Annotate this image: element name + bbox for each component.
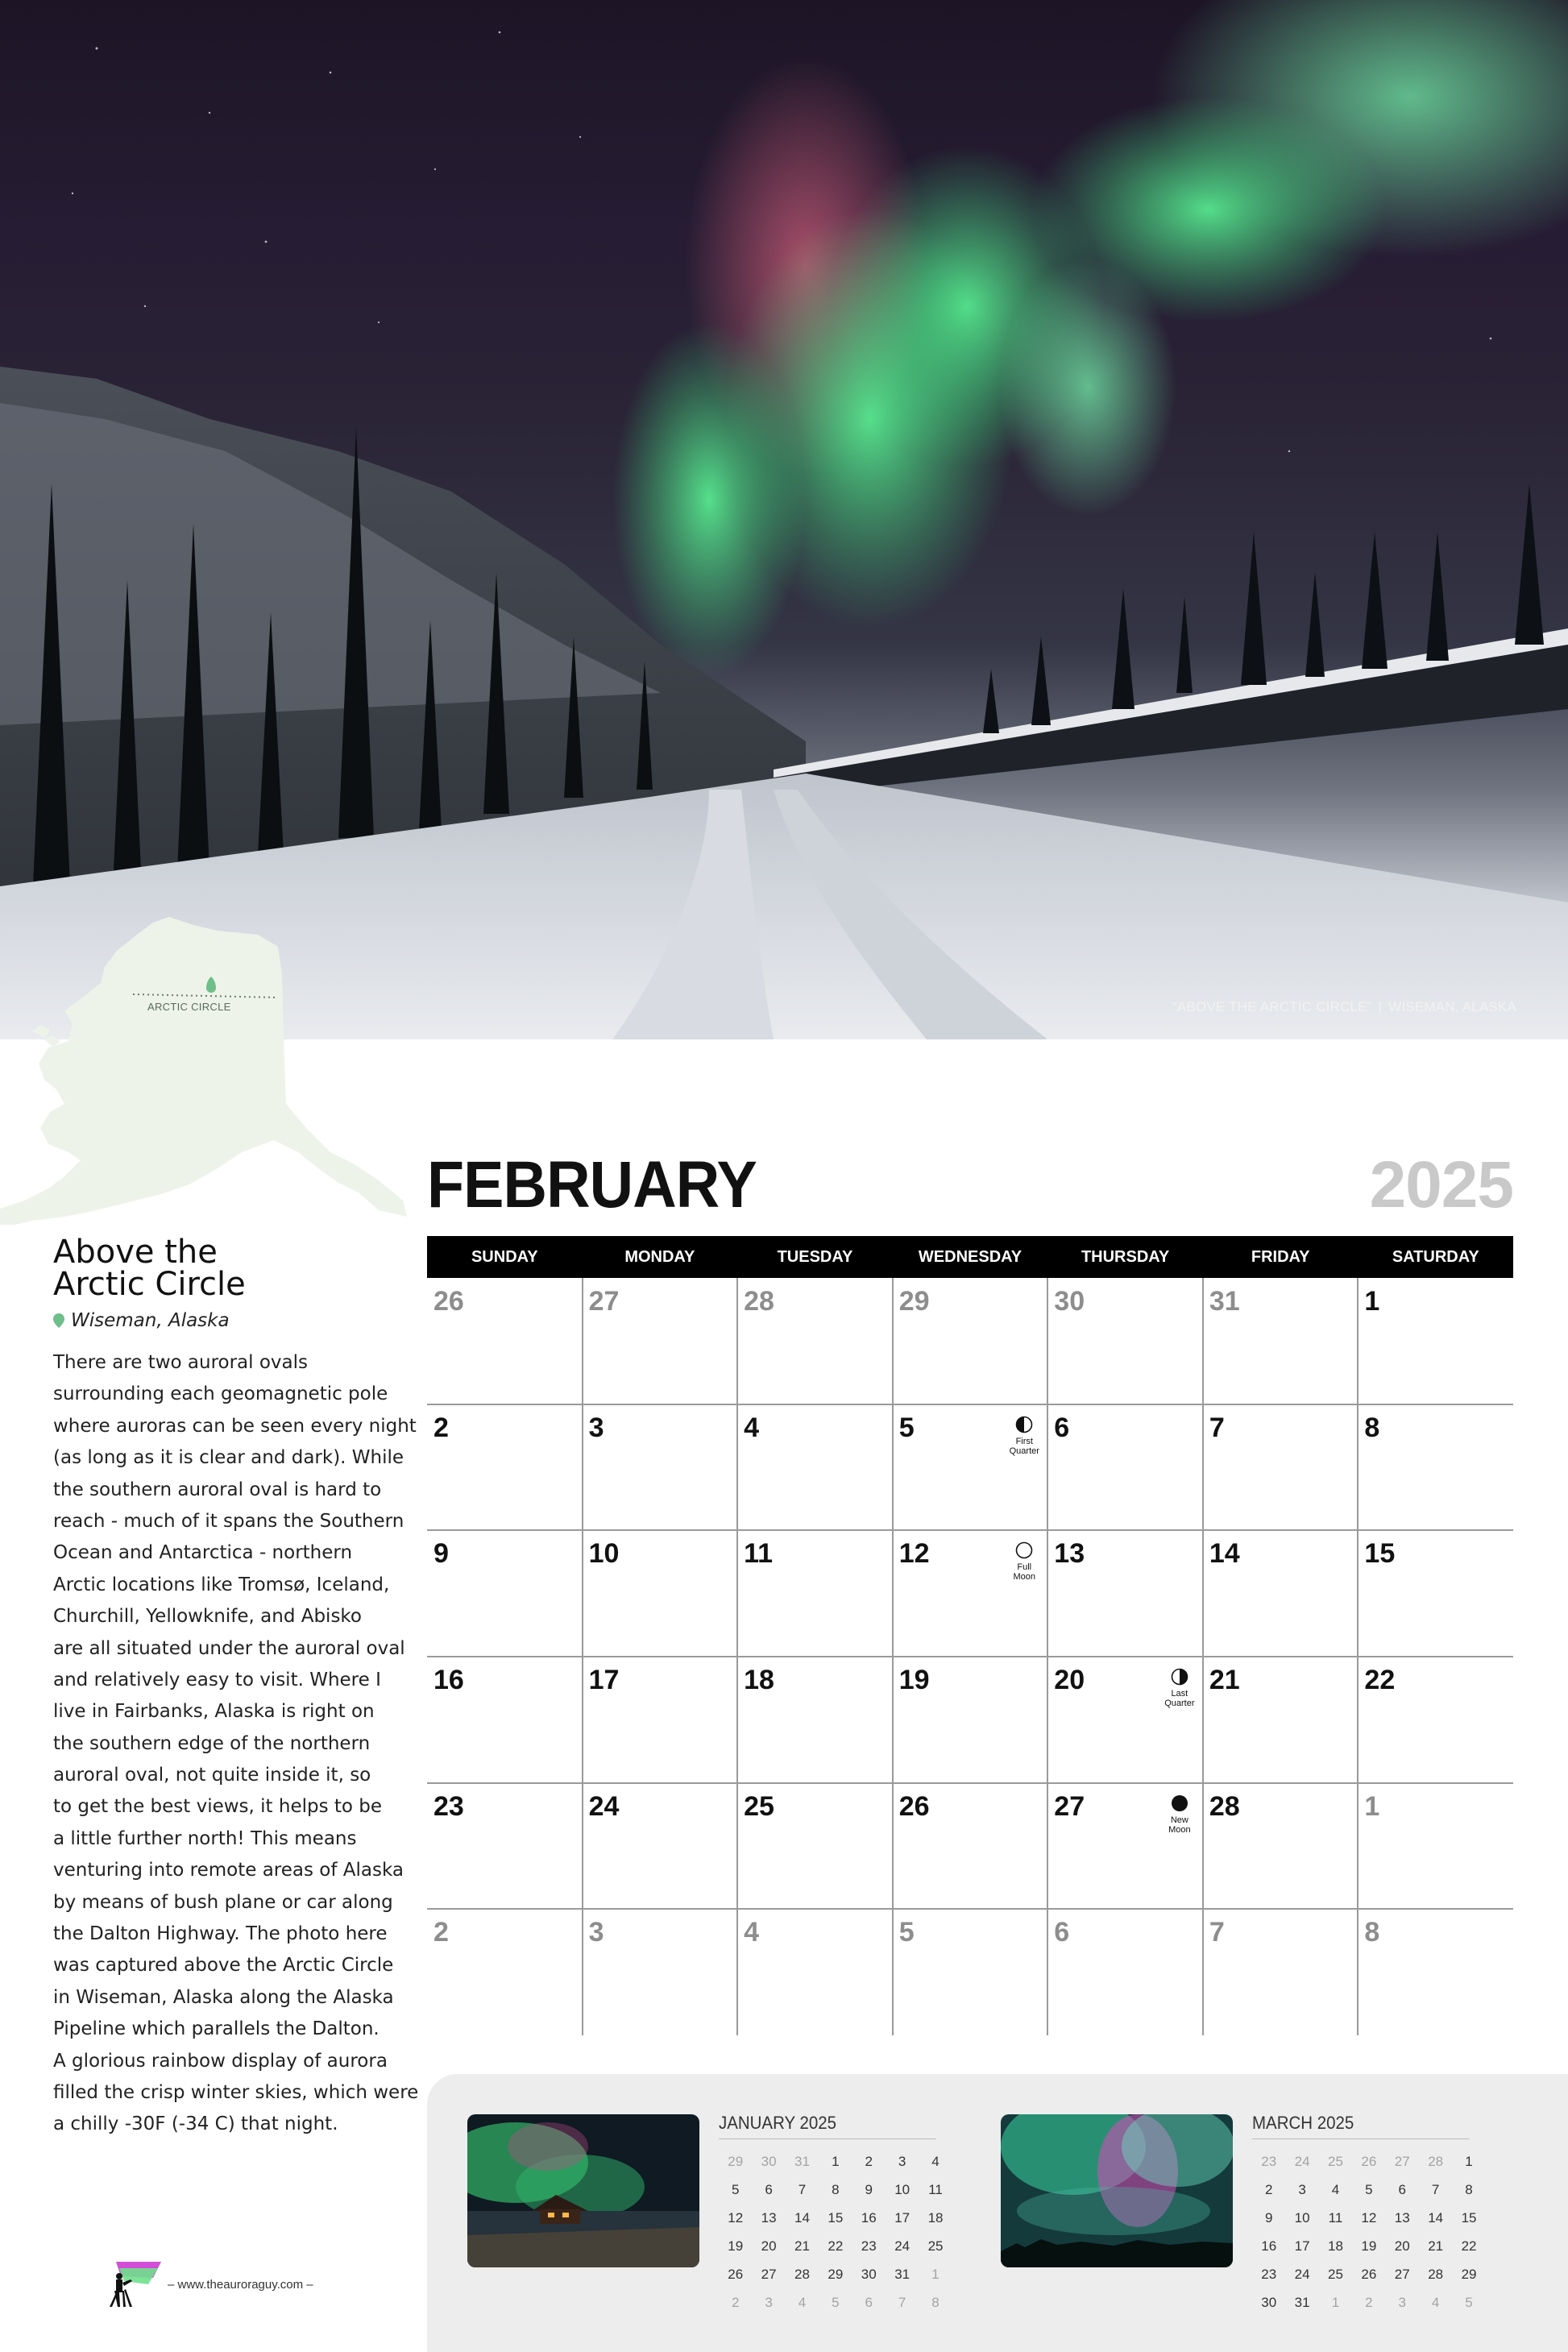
story-body-line: reach - much of it spans the Southern: [53, 1510, 404, 1532]
day-cell[interactable]: [737, 1783, 893, 1910]
mini-day: 10: [894, 2182, 911, 2197]
mini-day: 26: [1361, 2267, 1377, 2282]
day-number: 2: [433, 1917, 449, 1948]
grid-row-divider: [427, 1529, 1513, 1531]
mini-day: 10: [1294, 2210, 1310, 2225]
mini-day: 9: [865, 2182, 873, 2197]
mini-day: 13: [761, 2210, 777, 2225]
day-number: 1: [1364, 1286, 1380, 1317]
story-title-line: Above the: [53, 1234, 218, 1271]
mini-day-outside-month: 31: [794, 2154, 810, 2169]
day-number: 27: [1054, 1790, 1085, 1822]
story-body-line: live in Fairbanks, Alaska is right on: [53, 1701, 375, 1723]
day-number: 6: [1054, 1412, 1070, 1443]
mini-calendar-title: JANUARY 2025: [719, 2113, 936, 2139]
mini-day: 8: [832, 2182, 840, 2197]
story-location: [53, 1310, 230, 1331]
moon-new-icon: [1171, 1794, 1188, 1812]
story-body-line: the southern edge of the northern: [53, 1732, 371, 1754]
aurora-purple-image: [1001, 2114, 1233, 2267]
mini-day: 9: [1264, 2210, 1273, 2225]
day-cell[interactable]: [427, 1404, 583, 1531]
day-number: 12: [898, 1538, 930, 1570]
day-cell[interactable]: [1047, 1530, 1203, 1657]
day-cell[interactable]: [893, 1657, 1048, 1783]
day-number: 2: [433, 1412, 449, 1443]
mini-day: 28: [794, 2267, 810, 2282]
mini-day: 30: [861, 2267, 877, 2282]
day-cell[interactable]: [893, 1783, 1048, 1910]
day-number: 15: [1364, 1538, 1396, 1570]
day-number: 17: [588, 1665, 620, 1695]
mini-day-outside-month: 5: [1465, 2295, 1473, 2310]
mini-day-outside-month: 3: [765, 2295, 773, 2310]
day-number: 16: [433, 1665, 464, 1695]
mini-day: 8: [1465, 2182, 1473, 2197]
grid-row-divider: [427, 1404, 1513, 1405]
mini-day: 25: [1328, 2267, 1343, 2282]
day-cell-outside-month[interactable]: [427, 1909, 583, 2035]
mini-calendar-january: [719, 2113, 952, 2317]
weekday-label: MONDAY: [624, 1248, 695, 1266]
mini-day: 29: [828, 2267, 844, 2282]
mini-day: 31: [894, 2267, 911, 2282]
day-number: 26: [898, 1790, 930, 1822]
mini-day: 4: [1331, 2182, 1340, 2197]
day-cell[interactable]: [1203, 1404, 1359, 1531]
mini-day-outside-month: 5: [832, 2295, 840, 2310]
day-cell[interactable]: [893, 1404, 1048, 1531]
story-body-line: a chilly -30F (-34 C) that night.: [53, 2113, 338, 2135]
day-cell-outside-month[interactable]: [1358, 1783, 1513, 1910]
story-body-line: and relatively easy to visit. Where I: [53, 1669, 381, 1690]
day-number: 18: [744, 1665, 774, 1695]
story-body-line: (as long as it is clear and dark). While: [53, 1447, 404, 1469]
moon-phase-label: Moon: [1168, 1824, 1191, 1835]
story-body-line: where auroras can be seen every night: [53, 1415, 417, 1437]
mini-day: 5: [731, 2182, 740, 2197]
day-cell[interactable]: [427, 1783, 583, 1910]
day-cell[interactable]: [1047, 1404, 1203, 1531]
weekday-label: WEDNESDAY: [918, 1248, 1023, 1266]
weekday-header-bar: [427, 1236, 1513, 1278]
mini-day: 22: [1461, 2238, 1477, 2254]
moon-phase-label: First: [1015, 1436, 1033, 1446]
day-cell[interactable]: [427, 1657, 583, 1783]
story-body-line: the Dalton Highway. The photo here: [53, 1923, 388, 1945]
alaska-land-shape: [0, 917, 407, 1225]
hero-photo: [0, 0, 1568, 1039]
mini-day: 30: [1261, 2295, 1277, 2310]
day-number: 22: [1364, 1665, 1396, 1695]
story-body-line: the southern auroral oval is hard to: [53, 1479, 382, 1500]
mini-day: 24: [1294, 2267, 1310, 2282]
moon-phase-first: [1007, 1416, 1041, 1456]
mini-day: 1: [832, 2154, 840, 2169]
day-cell[interactable]: [583, 1657, 738, 1783]
day-cell-outside-month[interactable]: [737, 1909, 893, 2035]
mini-day: 19: [1361, 2238, 1377, 2254]
day-cell[interactable]: [583, 1404, 738, 1531]
mini-day-outside-month: 7: [898, 2295, 906, 2310]
day-cell-outside-month[interactable]: [427, 1278, 583, 1404]
mini-day: 23: [1261, 2267, 1277, 2282]
story-body-line: A glorious rainbow display of aurora: [53, 2050, 388, 2072]
march-thumbnail: [1001, 2114, 1233, 2267]
story-body-line: a little further north! This means: [53, 1827, 357, 1849]
day-number: 4: [744, 1917, 760, 1948]
mini-day-outside-month: 27: [1394, 2154, 1410, 2169]
mini-day: 18: [1328, 2238, 1343, 2254]
day-number: 9: [433, 1538, 449, 1570]
mini-day: 14: [1428, 2210, 1444, 2225]
day-cell[interactable]: [1358, 1657, 1513, 1783]
moon-last-icon: [1171, 1668, 1188, 1686]
mini-day-outside-month: 26: [1361, 2154, 1377, 2169]
mini-day: 21: [794, 2238, 810, 2254]
day-cell[interactable]: [893, 1530, 1048, 1657]
day-number: 3: [588, 1917, 604, 1948]
mini-day-outside-month: 1: [1331, 2295, 1340, 2310]
aurora-cabin-image: [467, 2114, 699, 2267]
day-cell[interactable]: [1358, 1404, 1513, 1531]
mini-day: 22: [828, 2238, 844, 2254]
mini-day: 1: [1465, 2154, 1473, 2169]
mini-day: 20: [1394, 2238, 1410, 2254]
mini-day: 27: [1394, 2267, 1410, 2282]
mini-day: 4: [931, 2154, 940, 2169]
day-cell-outside-month[interactable]: [1358, 1909, 1513, 2035]
day-number: 19: [898, 1665, 930, 1695]
day-number: 10: [588, 1538, 620, 1570]
day-cell-outside-month[interactable]: [893, 1278, 1048, 1404]
story-body: [53, 1347, 419, 2141]
story-body-line: surrounding each geomagnetic pole: [53, 1383, 388, 1405]
mini-day: 16: [1261, 2238, 1277, 2254]
day-number: 7: [1209, 1412, 1225, 1443]
month-title: FEBRUARY: [427, 1148, 757, 1222]
moon-full-icon: [1015, 1541, 1033, 1559]
mini-day: 17: [894, 2210, 911, 2225]
day-number: 8: [1364, 1917, 1380, 1948]
month-grid: [427, 1278, 1513, 2035]
story-body-line: by means of bush plane or car along: [53, 1891, 393, 1913]
day-number: 20: [1054, 1665, 1085, 1695]
day-number: 1: [1364, 1790, 1380, 1822]
mini-day: 16: [861, 2210, 877, 2225]
mini-day-outside-month: 4: [798, 2295, 807, 2310]
story-body-line: There are two auroral ovals: [53, 1352, 309, 1373]
day-number: 8: [1364, 1412, 1380, 1443]
mini-day: 11: [928, 2182, 943, 2197]
mini-day: 21: [1428, 2238, 1444, 2254]
day-number: 13: [1054, 1538, 1085, 1570]
day-number: 5: [898, 1412, 915, 1443]
moon-phase-label: Moon: [1013, 1572, 1036, 1583]
mini-day-outside-month: 2: [1365, 2295, 1373, 2310]
story-body-line: auroral oval, not quite inside it, so: [53, 1765, 371, 1786]
mini-day: 24: [894, 2238, 911, 2254]
day-number: 7: [1209, 1917, 1225, 1948]
story-body-line: Pipeline which parallels the Dalton.: [53, 2018, 380, 2040]
weekday-label: THURSDAY: [1081, 1248, 1170, 1266]
mini-day: 17: [1294, 2238, 1310, 2254]
day-cell[interactable]: [737, 1657, 893, 1783]
story-body-line: filled the crisp winter skies, which were: [53, 2081, 419, 2103]
map-pin-icon: [53, 1313, 64, 1328]
day-cell-outside-month[interactable]: [1203, 1909, 1359, 2035]
day-number: 14: [1209, 1538, 1240, 1570]
day-cell-outside-month[interactable]: [1047, 1278, 1203, 1404]
mini-calendar-title: MARCH 2025: [1252, 2113, 1470, 2139]
mini-day-outside-month: 30: [761, 2154, 777, 2169]
aurora-guy-logo: [105, 2260, 168, 2308]
mini-day-outside-month: 24: [1294, 2154, 1310, 2169]
day-number: 30: [1054, 1286, 1085, 1317]
story-title: [53, 1234, 392, 1303]
story-body-line: in Wiseman, Alaska along the Alaska: [53, 1986, 394, 2008]
day-cell[interactable]: [1203, 1783, 1359, 1910]
day-number: 31: [1209, 1286, 1240, 1317]
mini-day-outside-month: 6: [865, 2295, 873, 2310]
mini-day-outside-month: 3: [1398, 2295, 1406, 2310]
photo-caption-location: WISEMAN, ALASKA: [1388, 999, 1516, 1014]
day-cell[interactable]: [737, 1404, 893, 1531]
mini-day: 6: [1398, 2182, 1406, 2197]
moon-phase-label: Full: [1017, 1562, 1032, 1573]
day-number: 3: [588, 1412, 604, 1443]
mini-day-outside-month: 23: [1261, 2154, 1277, 2169]
story-body-line: was captured above the Arctic Circle: [53, 1955, 394, 1977]
moon-phase-label: Quarter: [1009, 1446, 1039, 1456]
mini-day: 31: [1294, 2295, 1310, 2310]
adjacent-months-panel: [427, 2074, 1568, 2352]
mini-day: 27: [761, 2267, 777, 2282]
story-body-line: venturing into remote areas of Alaska: [53, 1860, 404, 1881]
story-location-text: Wiseman, Alaska: [71, 1310, 230, 1331]
mini-day-outside-month: 29: [728, 2154, 744, 2169]
mini-day: 6: [765, 2182, 773, 2197]
day-cell[interactable]: [1047, 1657, 1203, 1783]
day-number: 26: [433, 1286, 464, 1317]
mini-day: 26: [728, 2267, 744, 2282]
day-number: 11: [744, 1538, 774, 1570]
story-body-line: Churchill, Yellowknife, and Abisko: [53, 1606, 363, 1628]
day-number: 27: [588, 1286, 620, 1317]
story-title-line: Arctic Circle: [53, 1266, 246, 1303]
day-cell-outside-month[interactable]: [1203, 1278, 1359, 1404]
grid-row-divider: [427, 1908, 1513, 1910]
mini-day-outside-month: 25: [1328, 2154, 1343, 2169]
mini-day: 29: [1461, 2267, 1477, 2282]
mini-day: 25: [927, 2238, 944, 2254]
day-cell-outside-month[interactable]: [583, 1909, 738, 2035]
mini-day-outside-month: 1: [931, 2267, 940, 2282]
mini-day-outside-month: 4: [1431, 2295, 1440, 2310]
alaska-map: [0, 911, 411, 1225]
mini-day: 3: [1298, 2182, 1306, 2197]
aurora-landscape-image: [0, 0, 1568, 1039]
day-cell[interactable]: [427, 1530, 583, 1657]
photo-caption: [1172, 999, 1516, 1015]
mini-day-outside-month: 8: [931, 2295, 940, 2310]
mini-day: 20: [761, 2238, 777, 2254]
day-number: 28: [744, 1286, 774, 1317]
mini-day: 2: [865, 2154, 873, 2169]
day-cell-outside-month[interactable]: [1047, 1909, 1203, 2035]
story-body-line: are all situated under the auroral oval: [53, 1637, 405, 1659]
day-number: 6: [1054, 1917, 1070, 1948]
weekday-label: SUNDAY: [471, 1248, 538, 1266]
mini-day: 3: [898, 2154, 906, 2169]
moon-phase-label: New: [1170, 1815, 1188, 1825]
weekday-label: FRIDAY: [1251, 1248, 1310, 1266]
photo-caption-title: “ABOVE THE ARCTIC CIRCLE”: [1172, 999, 1372, 1014]
mini-calendar-days: [719, 2147, 952, 2317]
day-cell-outside-month[interactable]: [893, 1909, 1048, 2035]
moon-phase-new: [1163, 1794, 1197, 1835]
day-cell[interactable]: [737, 1530, 893, 1657]
mini-day-outside-month: 28: [1428, 2154, 1444, 2169]
mini-calendar-march: [1252, 2113, 1486, 2317]
day-number: 29: [898, 1286, 930, 1317]
day-number: 5: [898, 1917, 915, 1948]
day-cell-outside-month[interactable]: [737, 1278, 893, 1404]
mini-day: 12: [1361, 2210, 1377, 2225]
site-url[interactable]: – www.theauroraguy.com –: [168, 2278, 313, 2292]
day-cell[interactable]: [1047, 1783, 1203, 1910]
mini-day: 11: [1328, 2210, 1343, 2225]
weekday-label: TUESDAY: [777, 1248, 853, 1266]
day-number: 21: [1209, 1665, 1240, 1695]
day-cell[interactable]: [1203, 1530, 1359, 1657]
mini-day: 23: [861, 2238, 877, 2254]
weekday-label: SATURDAY: [1392, 1248, 1479, 1266]
day-number: 25: [744, 1790, 774, 1822]
mini-day: 13: [1394, 2210, 1410, 2225]
moon-phase-label: Quarter: [1164, 1699, 1195, 1708]
moon-first-icon: [1015, 1416, 1033, 1433]
mini-day: 28: [1428, 2267, 1444, 2282]
arctic-circle-label: ARCTIC CIRCLE: [147, 1001, 231, 1013]
mini-day-outside-month: 2: [731, 2295, 740, 2310]
mini-day: 12: [728, 2210, 744, 2225]
mini-day: 7: [1431, 2182, 1440, 2197]
mini-calendar-days: [1252, 2147, 1486, 2317]
day-number: 28: [1209, 1790, 1240, 1822]
mini-day: 14: [794, 2210, 810, 2225]
day-cell[interactable]: [1203, 1657, 1359, 1783]
day-number: 23: [433, 1790, 464, 1822]
story-body-line: Ocean and Antarctica - northern: [53, 1542, 353, 1564]
grid-row-divider: [427, 1782, 1513, 1784]
mini-day: 7: [798, 2182, 807, 2197]
day-cell[interactable]: [1358, 1530, 1513, 1657]
moon-phase-label: Last: [1171, 1689, 1188, 1699]
january-thumbnail: [467, 2114, 699, 2267]
moon-phase-full: [1007, 1541, 1041, 1582]
day-cell[interactable]: [583, 1530, 738, 1657]
day-cell-outside-month[interactable]: [583, 1278, 738, 1404]
mini-day: 2: [1264, 2182, 1273, 2197]
day-cell[interactable]: [583, 1783, 738, 1910]
photo-caption-separator: |: [1378, 999, 1383, 1014]
mini-day: 18: [927, 2210, 944, 2225]
story-body-line: to get the best views, it helps to be: [53, 1796, 383, 1818]
moon-phase-last: [1163, 1668, 1197, 1708]
mini-day: 15: [1461, 2210, 1477, 2225]
mini-day: 5: [1365, 2182, 1373, 2197]
day-number: 24: [588, 1790, 620, 1822]
grid-row-divider: [427, 1656, 1513, 1657]
mini-day: 15: [828, 2210, 844, 2225]
day-cell[interactable]: [1358, 1278, 1513, 1404]
story-body-line: Arctic locations like Tromsø, Iceland,: [53, 1574, 390, 1595]
day-number: 4: [744, 1412, 760, 1443]
mini-day: 19: [728, 2238, 744, 2254]
year-title: 2025: [1369, 1148, 1513, 1222]
